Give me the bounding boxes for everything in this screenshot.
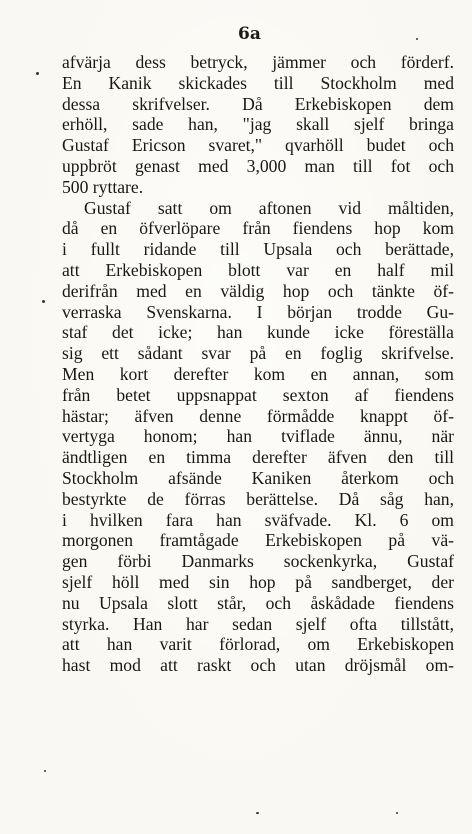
text-line: Men kort derefter kom en annan, som [62,363,454,384]
text-line: erhöll, sade han, "jag skall sjelf bringa [62,114,454,135]
text-line: sig ett sådant svar på en foglig skrifvelse. [62,343,454,364]
text-line: i hvilken fara han sväfvade. Kl. 6 om [62,509,454,530]
text-line: gen förbi Danmarks sockenkyrka, Gustaf [62,551,454,572]
text-line: styrka. Han har sedan sjelf ofta tillstått, [62,613,454,634]
text-line: att han varit förlorad, om Erkebiskopen [62,634,454,655]
paper-speck [42,300,45,303]
text-line: dessa skrifvelser. Då Erkebiskopen dem [62,93,454,114]
text-line: staf det icke; han kunde icke föreställa [62,322,454,343]
text-line: hast mod att raskt och utan dröjsmål om- [62,655,454,676]
text-line: att Erkebiskopen blott var en half mil [62,259,454,280]
paper-speck [36,72,39,75]
text-line: Gustaf satt om aftonen vid måltiden, [84,197,454,218]
paper-speck [416,38,418,40]
text-line: En Kanik skickades till Stockholm med [62,72,454,93]
text-line: då en öfverlöpare från fiendens hop kom [62,218,454,239]
text-line: uppbröt genast med 3,000 man till fot och [62,155,454,176]
text-line: sjelf höll med sin hop på sandberget, der [62,571,454,592]
body-text [62,52,454,676]
paper-speck [44,770,46,772]
text-line: Stockholm afsände Kaniken återkom och [62,467,454,488]
paper-speck [396,812,398,814]
text-line: vertyga honom; han tviflade ännu, när [62,426,454,447]
text-line: från betet uppsnappat sexton af fiendens [62,384,454,405]
text-line: hästar; äfven denne förmådde knappt öf- [62,405,454,426]
paper-speck [256,812,259,814]
text-line: verraska Svenskarna. I början trodde Gu- [62,301,454,322]
text-line: morgonen framtågade Erkebiskopen på vä- [62,530,454,551]
text-line: nu Upsala slott står, och åskådade fiendens [62,592,454,613]
text-line: ändtligen en timma derefter äfven den till [62,447,454,468]
page-number: 6a [238,24,261,44]
text-line: Gustaf Ericson svaret," qvarhöll budet och [62,135,454,156]
text-line: derifrån med en väldig hop och tänkte öf- [62,280,454,301]
text-line: i fullt ridande till Upsala och berättade, [62,239,454,260]
text-line: afvärja dess betryck, jämmer och förderf. [62,52,454,72]
text-line: 500 ryttare. [62,176,144,197]
text-line: bestyrkte de förras berättelse. Då såg han, [62,488,454,509]
